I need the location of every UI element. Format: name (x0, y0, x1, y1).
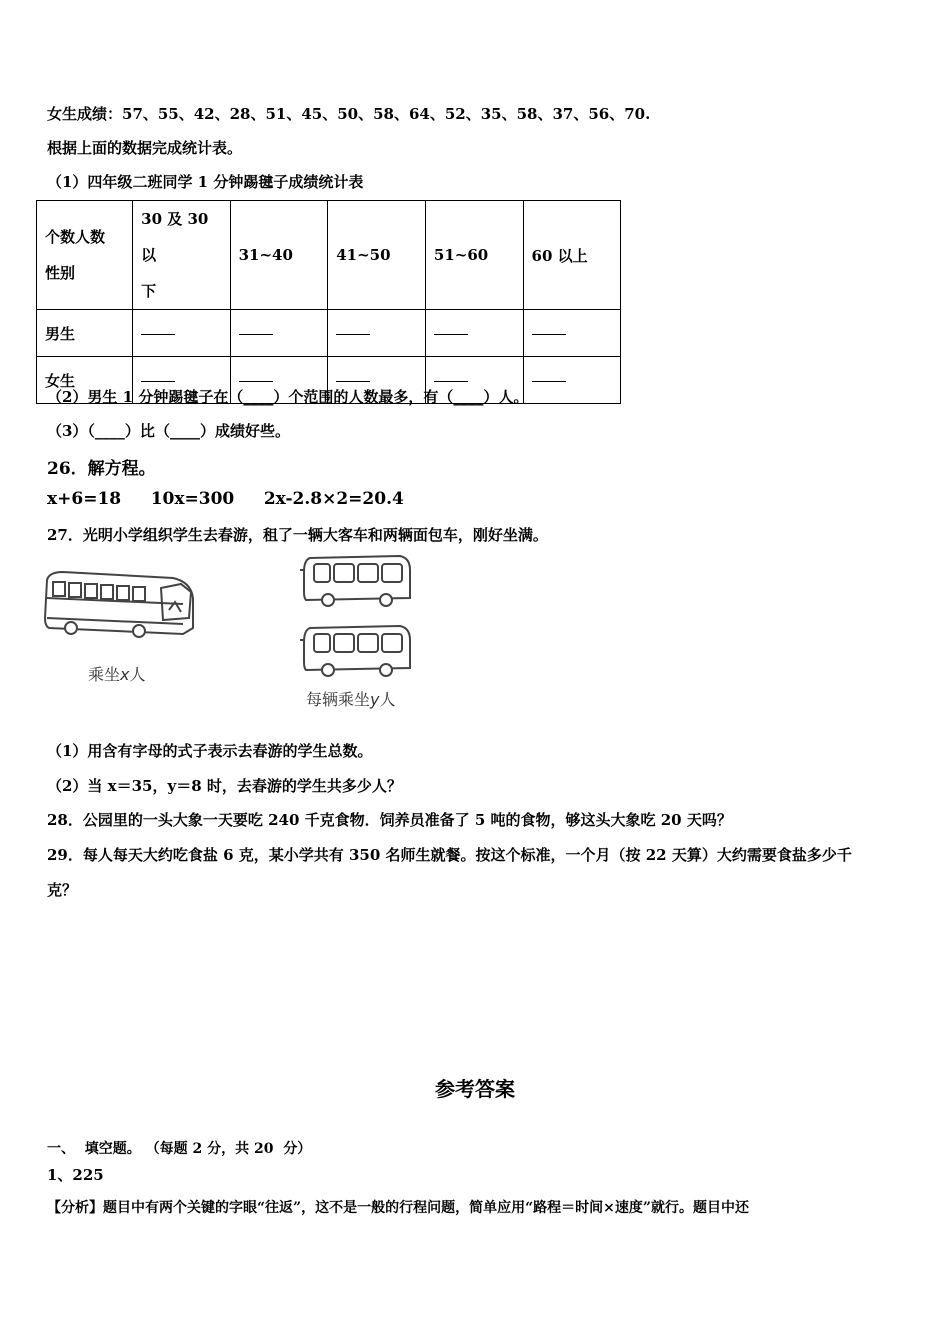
blank-cell[interactable] (328, 310, 426, 357)
q2: （2）男生 1 分钟踢毽子在（____）个范围的人数最多，有（____）人。 (47, 388, 529, 406)
bus-icon (43, 568, 198, 648)
p27-title: 27．光明小学组织学生去春游，租了一辆大客车和两辆面包车，刚好坐满。 (47, 526, 548, 544)
blank-cell[interactable] (425, 310, 523, 357)
col-header-3: 41~50 (328, 201, 426, 310)
ans1: 1、225 (47, 1166, 104, 1184)
p27-q1: （1）用含有字母的式子表示去春游的学生总数。 (47, 742, 373, 760)
p27-q2: （2）当 x＝35，y＝8 时，去春游的学生共多少人？ (47, 777, 402, 795)
stats-table (36, 200, 621, 404)
corner-top: 个数人数 (45, 228, 106, 246)
analysis: 【分析】题目中有两个关键的字眼“往返”，这不是一般的行程问题，简单应用“路程＝时间×速度”就行。题目中还 (47, 1200, 749, 1216)
col-header-2: 31~40 (230, 201, 328, 310)
blank-cell[interactable] (230, 310, 328, 357)
corner-bottom: 性别 (45, 264, 76, 282)
p26-equations: x+6=18 10x=300 2x-2.8×2=20.4 (47, 489, 404, 509)
section1: 一、 填空题。 （每题 2 分，共 20 分） (47, 1141, 312, 1157)
p29-line1: 29．每人每天大约吃食盐 6 克，某小学共有 350 名师生就餐。按这个标准，一个月（按 22 天算）大约需要食盐多少千 (47, 846, 852, 864)
row-label-boys: 男生 (37, 310, 133, 357)
q3: （3）（____）比（____）成绩好些。 (47, 422, 290, 440)
col1-line2: 下 (141, 282, 157, 300)
bus-caption: 乘坐x人 (88, 665, 146, 684)
col1-line1: 30 及 30 以 (141, 210, 209, 264)
girls-scores: 女生成绩：57、55、42、28、51、45、50、58、64、52、35、58、37、56、70. (47, 105, 651, 123)
col-header-1 (133, 201, 230, 310)
col-header-4: 51~60 (425, 201, 523, 310)
row-label-girls: 女生 (37, 357, 133, 404)
p26-title: 26．解方程。 (47, 459, 156, 479)
q1-title: （1）四年级二班同学 1 分钟踢毽子成绩统计表 (47, 173, 364, 191)
answer-title: 参考答案 (435, 1077, 515, 1101)
van-icon (300, 552, 415, 610)
blank-cell[interactable] (133, 310, 230, 357)
instruction: 根据上面的数据完成统计表。 (47, 139, 243, 157)
blank-cell[interactable] (523, 357, 620, 404)
blank-cell[interactable] (523, 310, 620, 357)
col-header-5: 60 以上 (523, 201, 620, 310)
p28: 28．公园里的一头大象一天要吃 240 千克食物．饲养员准备了 5 吨的食物，够这头大象吃 20 天吗？ (47, 811, 732, 829)
corner-cell (37, 201, 133, 310)
table-row (37, 310, 621, 357)
p29-line2: 克？ (47, 881, 78, 899)
van-icon (300, 622, 415, 680)
van-caption: 每辆乘坐y人 (306, 690, 396, 709)
